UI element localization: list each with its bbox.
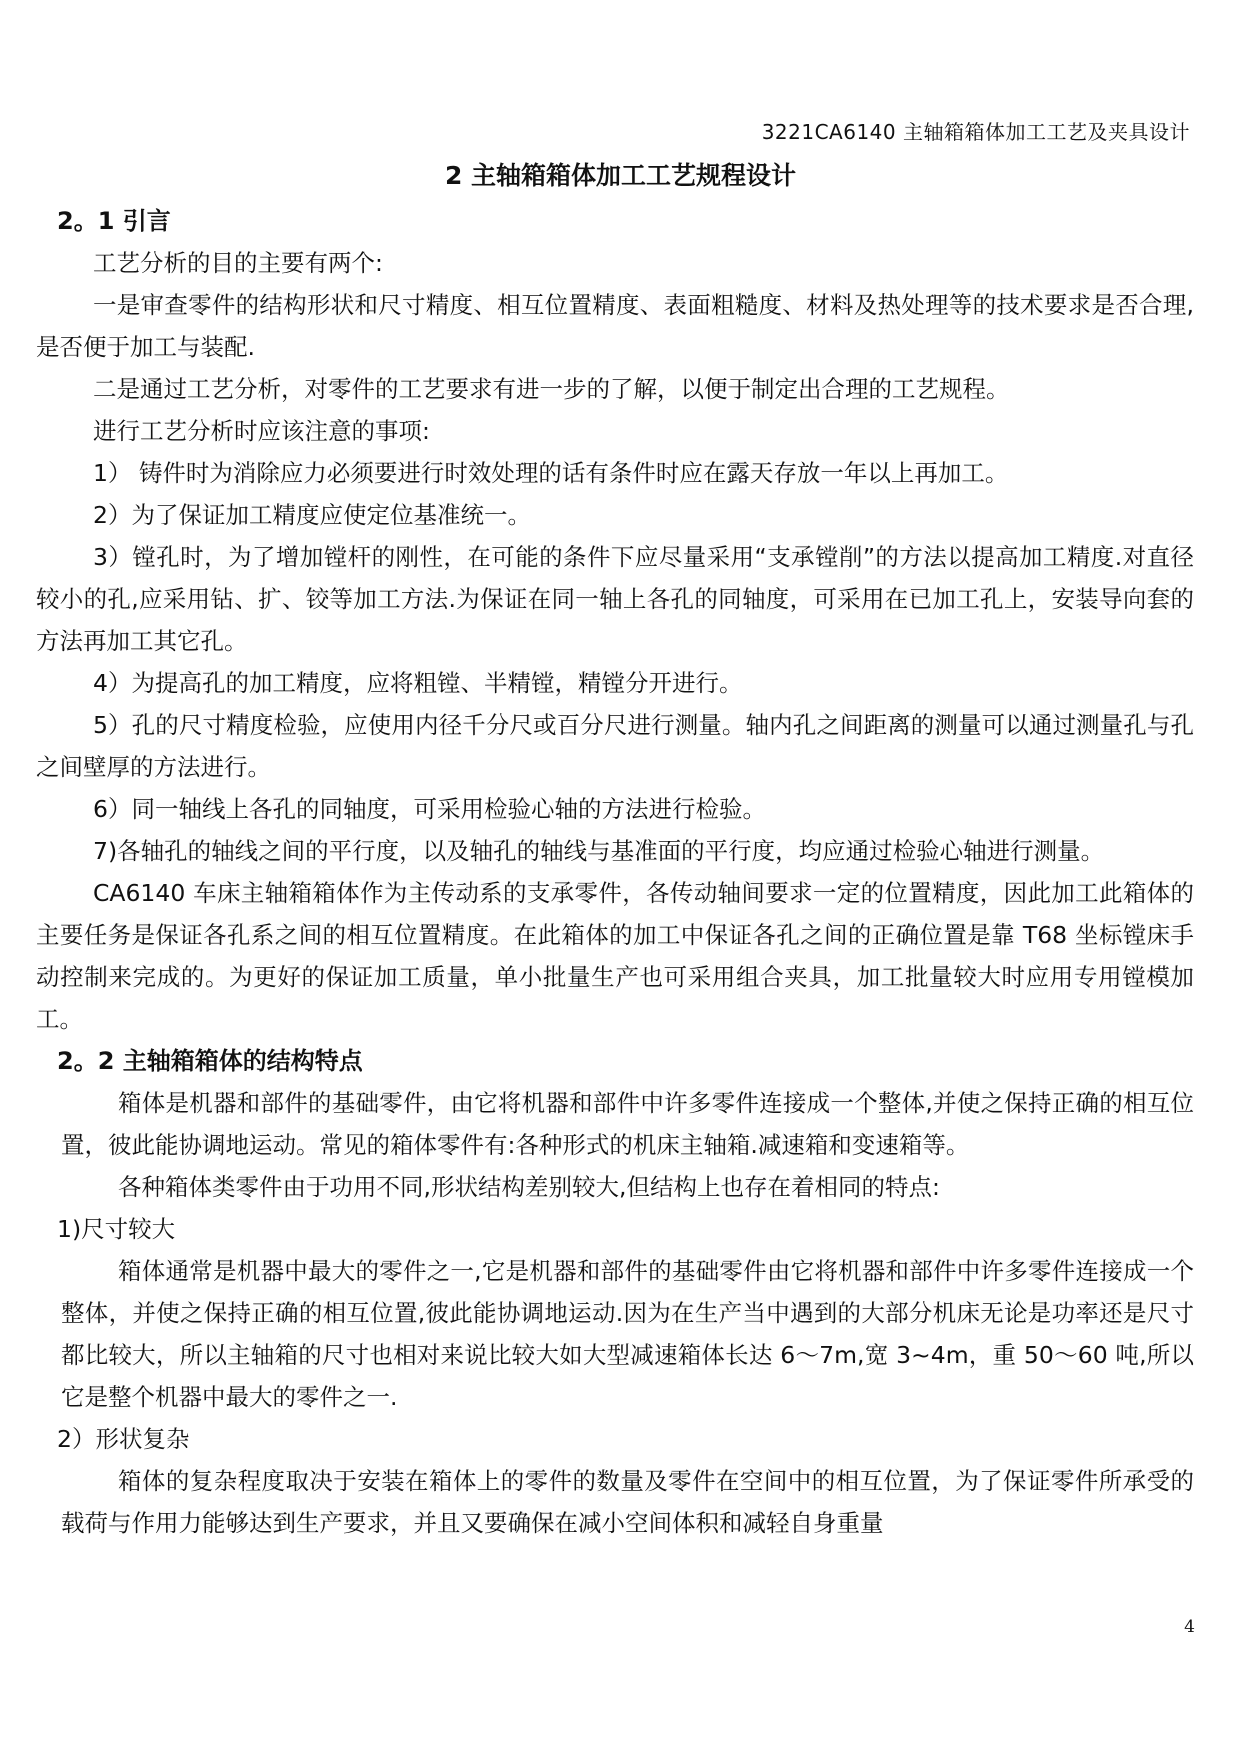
paragraph: 箱体是机器和部件的基础零件，由它将机器和部件中许多零件连接成一个整体,并使之保持正确的相互位置，彼此能协调地运动。常见的箱体零件有:各种形式的机床主轴箱.减速箱和变速箱等。	[61, 1089, 1194, 1159]
section-structure	[36, 1040, 1194, 1544]
running-header: 3221CA6140 主轴箱箱体加工工艺及夹具设计	[761, 120, 1190, 144]
section-intro	[36, 200, 1194, 1040]
list-item: 4）为提高孔的加工精度，应将粗镗、半精镗，精镗分开进行。	[93, 669, 743, 697]
list-item: 6）同一轴线上各孔的同轴度，可采用检验心轴的方法进行检验。	[93, 795, 766, 823]
paragraph: 二是通过工艺分析，对零件的工艺要求有进一步的了解，以便于制定出合理的工艺规程。	[93, 375, 1010, 403]
subheading: 1)尺寸较大	[57, 1215, 176, 1243]
paragraph: 进行工艺分析时应该注意的事项:	[93, 417, 430, 445]
subheading: 2）形状复杂	[57, 1425, 190, 1453]
paragraph: 箱体通常是机器中最大的零件之一,它是机器和部件的基础零件由它将机器和部件中许多零件连接成一个整体，并使之保持正确的相互位置,彼此能协调地运动.因为在生产当中遇到的大部分机床无论是功率还是尺寸都比较大，所以主轴箱的尺寸也相对来说比较大如大型减速箱体长达 6～7m,宽 3~4m，重 50～60 吨,所以它是整个机器中最大的零件之一.	[61, 1257, 1194, 1411]
document-body	[36, 200, 1194, 1544]
page-title: 2 主轴箱箱体加工工艺规程设计	[444, 161, 797, 190]
section-heading: 2。1 引言	[57, 207, 171, 235]
paragraph: 箱体的复杂程度取决于安装在箱体上的零件的数量及零件在空间中的相互位置，为了保证零件所承受的载荷与作用力能够达到生产要求，并且又要确保在减小空间体积和减轻自身重量	[61, 1467, 1194, 1537]
list-item: 5）孔的尺寸精度检验，应使用内径千分尺或百分尺进行测量。轴内孔之间距离的测量可以通过测量孔与孔之间壁厚的方法进行。	[36, 711, 1194, 781]
list-item: 1） 铸件时为消除应力必须要进行时效处理的话有条件时应在露天存放一年以上再加工。	[93, 459, 1009, 487]
page-number: 4	[1184, 1617, 1195, 1637]
paragraph: 一是审查零件的结构形状和尺寸精度、相互位置精度、表面粗糙度、材料及热处理等的技术要求是否合理,是否便于加工与装配.	[36, 291, 1194, 361]
list-item: 7)各轴孔的轴线之间的平行度，以及轴孔的轴线与基准面的平行度，均应通过检验心轴进行测量。	[93, 837, 1105, 865]
section-heading: 2。2 主轴箱箱体的结构特点	[57, 1047, 363, 1075]
section-body	[36, 1460, 1194, 1544]
section-body	[36, 1250, 1194, 1418]
paragraph: 工艺分析的目的主要有两个:	[93, 249, 383, 277]
list-item: 2）为了保证加工精度应使定位基准统一。	[93, 501, 531, 529]
list-item: 3）镗孔时，为了增加镗杆的刚性，在可能的条件下应尽量采用“支承镗削”的方法以提高加工精度.对直径较小的孔,应采用钻、扩、铰等加工方法.为保证在同一轴上各孔的同轴度，可采用在已加工孔上，安装导向套的方法再加工其它孔。	[36, 543, 1194, 655]
section-body	[36, 1082, 1194, 1208]
paragraph: 各种箱体类零件由于功用不同,形状结构差别较大,但结构上也存在着相同的特点:	[118, 1173, 940, 1201]
paragraph: CA6140 车床主轴箱箱体作为主传动系的支承零件，各传动轴间要求一定的位置精度，因此加工此箱体的主要任务是保证各孔系之间的相互位置精度。在此箱体的加工中保证各孔之间的正确位置是靠 T68 坐标镗床手动控制来完成的。为更好的保证加工质量，单小批量生产也可采用组合夹具，加工批量较大时应用专用镗模加工。	[36, 879, 1194, 1033]
